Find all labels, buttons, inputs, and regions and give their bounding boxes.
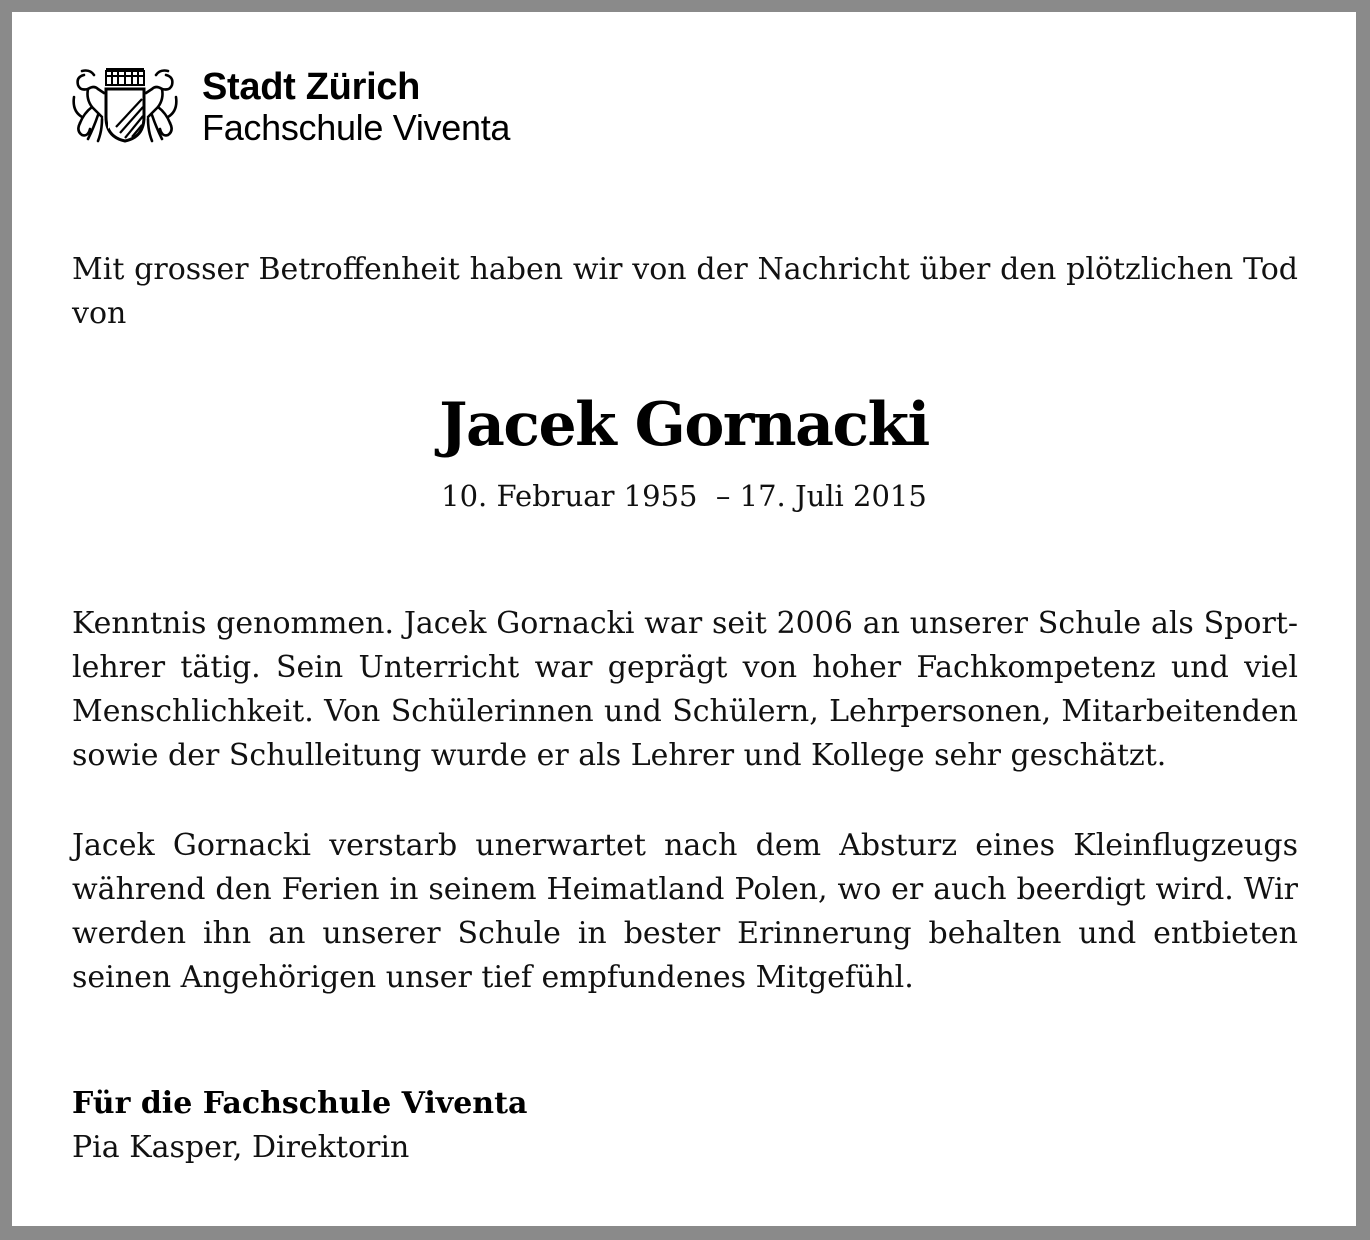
paragraph-1: Kenntnis genommen. Jacek Gornacki war seit 2006 an unserer Schule als Sportlehrer tätig. Sein Unterricht war geprägt von hoher Fachkompetenz und viel Menschlichkeit. Von Schülerinnen und Schülern, Lehrpersonen, Mitarbeitenden sowie der Schulleitung wurde er als Lehrer und Kollege sehr geschätzt.	[72, 606, 1298, 773]
intro-text: Mit grosser Betroffenheit haben wir von der Nachricht über den plötzlichen Tod von	[72, 252, 1298, 331]
organization-name: Stadt Zürich	[202, 66, 421, 108]
signature-name: Pia Kasper, Direktorin	[72, 1130, 410, 1165]
deceased-name: Jacek Gornacki	[439, 390, 929, 460]
paragraph-2: Jacek Gornacki verstarb unerwartet nach dem Absturz eines Kleinflugzeugs während den Ferien in seinem Heimatland Polen, wo er auch beerdigt wird. Wir werden ihn an unserer Schule in bester Erinnerung behalten und entbieten seinen Angehörigen unser tief empfundenes Mitgefühl.	[72, 828, 1298, 995]
organization-unit: Fachschule Viventa	[202, 107, 511, 148]
obituary-page	[12, 12, 1356, 1226]
signature-title: Für die Fachschule Viventa	[72, 1086, 528, 1121]
zurich-coat-of-arms-icon	[72, 67, 178, 143]
organization-block	[202, 67, 510, 149]
life-dates: 10. Februar 1955 – 17. Juli 2015	[441, 479, 927, 513]
